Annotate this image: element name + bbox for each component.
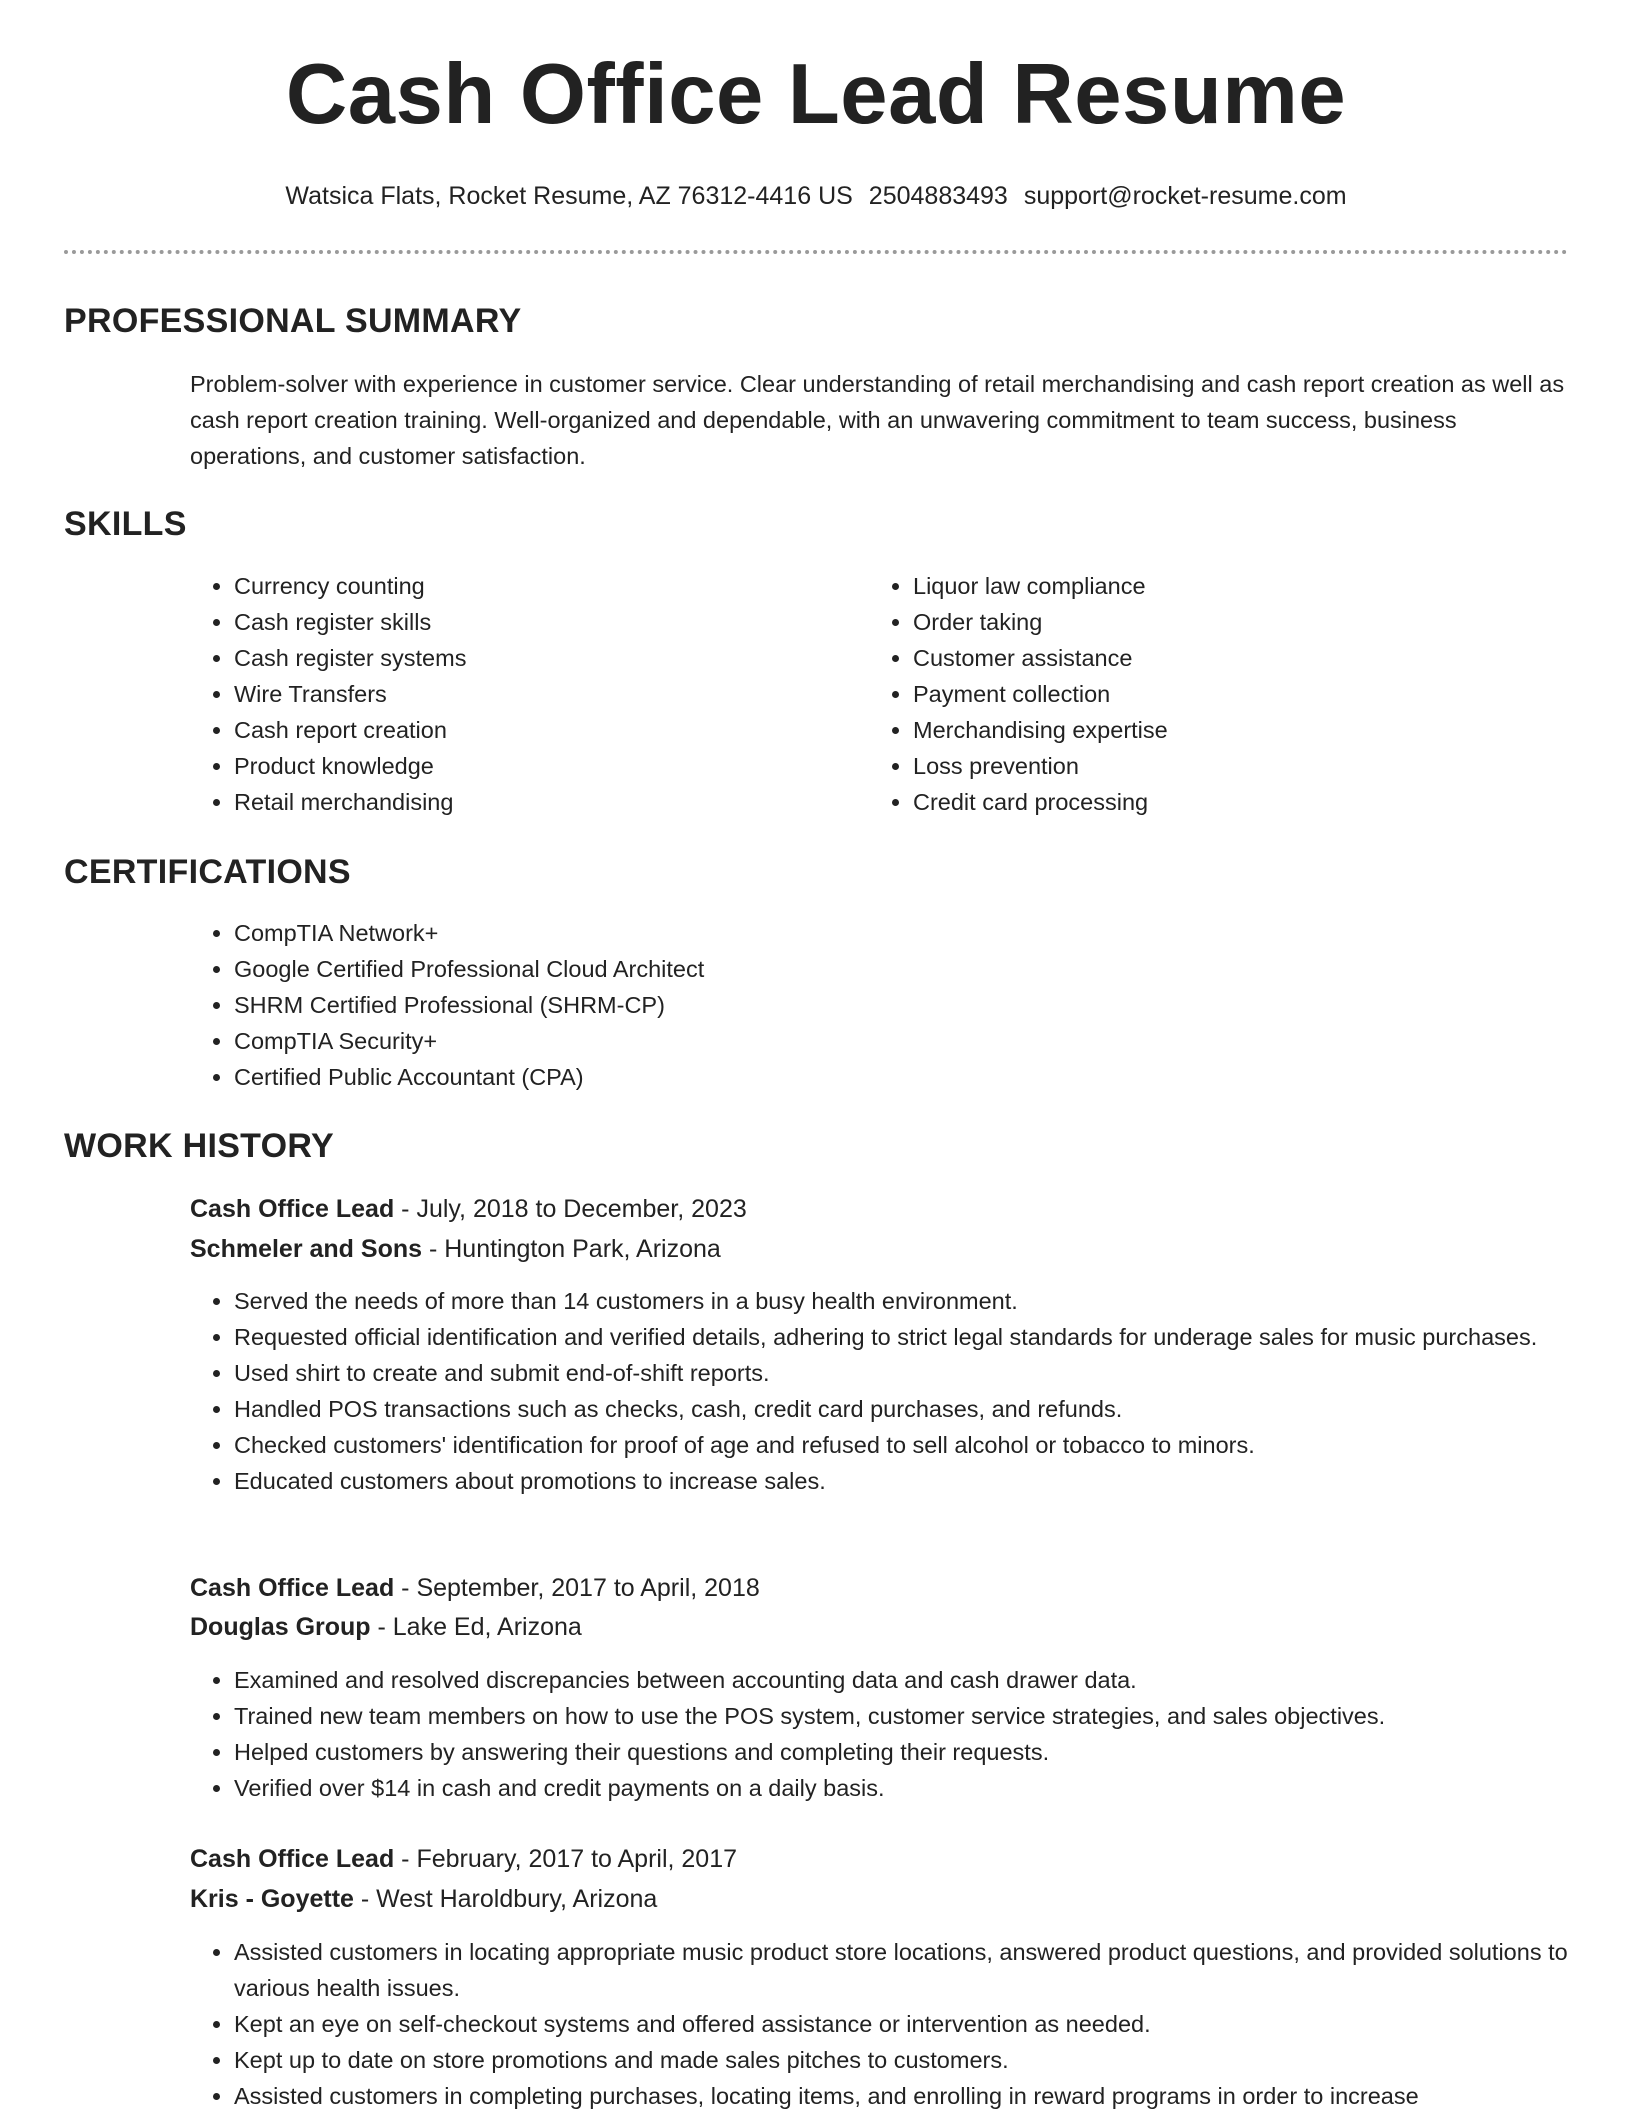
skill-item: • Credit card processing — [913, 784, 1563, 820]
skill-item: • Order taking — [913, 604, 1563, 640]
job-location: - West Haroldbury, Arizona — [353, 1885, 658, 1913]
skill-item: • Liquor law compliance — [913, 568, 1563, 604]
skill-item: • Currency counting — [234, 568, 834, 604]
job-bullet: • Checked customers' identification for proof of age and refused to sell alcohol or tobacco to minors. — [234, 1427, 1574, 1463]
skill-item: • Merchandising expertise — [913, 712, 1563, 748]
job-dates: - February, 2017 to April, 2017 — [394, 1845, 738, 1873]
contact-line — [0, 184, 1632, 209]
job-bullet: • Assisted customers in completing purchases, locating items, and enrolling in reward programs in order to increase — [234, 2078, 1574, 2114]
certifications-heading: CERTIFICATIONS — [64, 853, 351, 891]
skills-list-left — [190, 568, 834, 820]
work-history-heading: WORK HISTORY — [64, 1127, 334, 1165]
job-company: Schmeler and Sons — [190, 1235, 423, 1263]
contact-address: Watsica Flats, Rocket Resume, AZ 76312-4416 US — [285, 182, 853, 210]
resume-title: Cash Office Lead Resume — [285, 47, 1347, 142]
skill-item: • Cash report creation — [234, 712, 834, 748]
skill-item: • Product knowledge — [234, 748, 834, 784]
job-bullets — [190, 1934, 1574, 2114]
skills-heading: SKILLS — [64, 505, 187, 543]
job-company-line — [190, 1231, 721, 1267]
summary-heading: PROFESSIONAL SUMMARY — [64, 302, 522, 340]
skill-item: • Loss prevention — [913, 748, 1563, 784]
job-dates: - July, 2018 to December, 2023 — [394, 1195, 747, 1223]
job-bullet: • Requested official identification and verified details, adhering to strict legal standards for underage sales for music purchases. — [234, 1319, 1574, 1355]
skill-item: • Cash register skills — [234, 604, 834, 640]
job-title: Cash Office Lead — [190, 1845, 395, 1873]
contact-email: support@rocket-resume.com — [1023, 182, 1347, 210]
job-company: Kris - Goyette — [190, 1885, 354, 1913]
job-bullet: • Used shirt to create and submit end-of-shift reports. — [234, 1355, 1574, 1391]
certification-item: • CompTIA Security+ — [234, 1023, 1534, 1059]
skill-item: • Retail merchandising — [234, 784, 834, 820]
job-bullet: • Kept an eye on self-checkout systems and offered assistance or intervention as needed. — [234, 2006, 1574, 2042]
skill-item: • Cash register systems — [234, 640, 834, 676]
job-bullets — [190, 1662, 1574, 1806]
job-bullet: • Examined and resolved discrepancies between accounting data and cash drawer data. — [234, 1662, 1574, 1698]
job-dates: - September, 2017 to April, 2018 — [394, 1574, 760, 1602]
skill-item: • Customer assistance — [913, 640, 1563, 676]
job-title-line — [190, 1191, 747, 1227]
job-bullet: • Verified over $14 in cash and credit payments on a daily basis. — [234, 1770, 1574, 1806]
job-bullet: • Educated customers about promotions to increase sales. — [234, 1463, 1574, 1499]
job-bullet: • Trained new team members on how to use the POS system, customer service strategies, and sales objectives. — [234, 1698, 1574, 1734]
job-title-line — [190, 1570, 760, 1606]
certification-item: • CompTIA Network+ — [234, 915, 1534, 951]
certification-item: • Google Certified Professional Cloud Architect — [234, 951, 1534, 987]
job-bullet: • Handled POS transactions such as checks, cash, credit card purchases, and refunds. — [234, 1391, 1574, 1427]
job-bullets — [190, 1283, 1574, 1499]
job-company: Douglas Group — [190, 1613, 371, 1641]
job-bullet: • Helped customers by answering their questions and completing their requests. — [234, 1734, 1574, 1770]
job-title: Cash Office Lead — [190, 1195, 395, 1223]
job-title-line — [190, 1841, 737, 1877]
skill-item: • Wire Transfers — [234, 676, 834, 712]
job-bullet: • Assisted customers in locating appropriate music product store locations, answered product questions, and provided solutions to various health issues. — [234, 1934, 1574, 2006]
certification-item: • SHRM Certified Professional (SHRM-CP) — [234, 987, 1534, 1023]
job-bullet: • Served the needs of more than 14 customers in a busy health environment. — [234, 1283, 1574, 1319]
certifications-list — [190, 915, 1534, 1095]
job-location: - Huntington Park, Arizona — [422, 1235, 721, 1263]
job-company-line — [190, 1881, 657, 1917]
job-location: - Lake Ed, Arizona — [370, 1613, 582, 1641]
contact-phone: 2504883493 — [868, 182, 1008, 210]
job-title: Cash Office Lead — [190, 1574, 395, 1602]
job-company-line — [190, 1609, 582, 1645]
certification-item: • Certified Public Accountant (CPA) — [234, 1059, 1534, 1095]
header-divider — [64, 250, 1568, 254]
skills-list-right — [869, 568, 1563, 820]
job-bullet: • Kept up to date on store promotions and made sales pitches to customers. — [234, 2042, 1574, 2078]
skill-item: • Payment collection — [913, 676, 1563, 712]
summary-text: Problem-solver with experience in customer service. Clear understanding of retail merchandising and cash report creation as well as cash report creation training. Well-organized and dependable, with an unwavering commitment to team success, business operations, and customer satisfaction. — [190, 371, 1565, 469]
